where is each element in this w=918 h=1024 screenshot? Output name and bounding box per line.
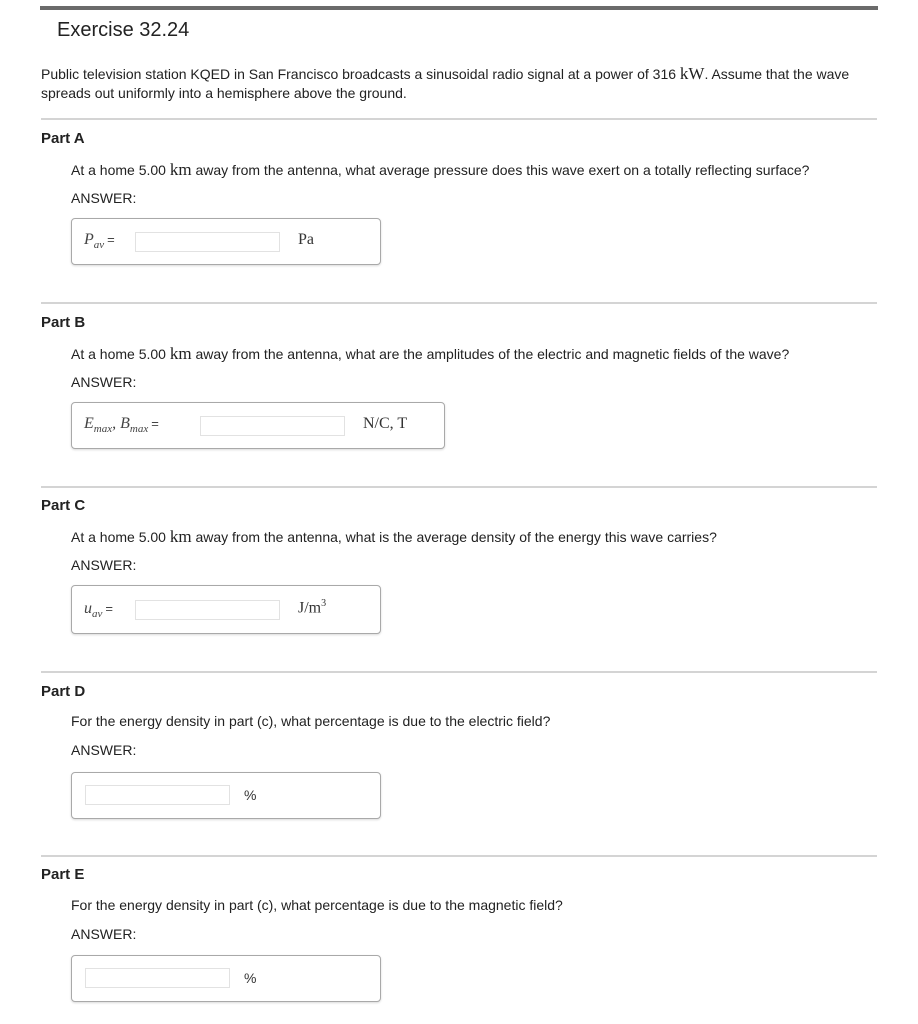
part-c-divider bbox=[41, 486, 877, 488]
part-b-question: At a home 5.00 km away from the antenna, what are the amplitudes of the electric and magnetic fields of the wave? bbox=[71, 344, 790, 363]
part-b-variable: $E_{max}$, $B_{max}$ = bbox=[84, 415, 159, 436]
part-e-answer-box bbox=[71, 955, 381, 1002]
part-c-title: Part C bbox=[41, 497, 86, 514]
part-c-answer-label: ANSWER: bbox=[71, 557, 137, 573]
part-d-answer-input[interactable] bbox=[85, 785, 230, 805]
part-d-unit: % bbox=[244, 787, 257, 803]
part-e-answer-input[interactable] bbox=[85, 968, 230, 988]
part-e-unit: % bbox=[244, 970, 257, 986]
part-e-divider bbox=[41, 855, 877, 857]
exercise-intro bbox=[41, 64, 871, 103]
part-c-answer-input[interactable] bbox=[135, 600, 280, 620]
part-a-title: Part A bbox=[41, 130, 85, 147]
part-b-answer-box bbox=[71, 402, 445, 449]
part-a-question: At a home 5.00 km away from the antenna, what average pressure does this wave exert on a totally reflecting surface? bbox=[71, 160, 810, 179]
part-b-answer-input[interactable] bbox=[200, 416, 345, 436]
part-d-answer-box bbox=[71, 772, 381, 819]
part-b-answer-label: ANSWER: bbox=[71, 374, 137, 390]
part-a-answer-input[interactable] bbox=[135, 232, 280, 252]
intro-text: Public television station KQED in San Francisco broadcasts a sinusoidal radio signal at a power of 316 bbox=[41, 66, 680, 82]
intro-unit: kW bbox=[679, 64, 705, 83]
part-a-divider bbox=[41, 118, 877, 120]
part-b-title: Part B bbox=[41, 314, 86, 331]
part-c-unit: $J/m^3$ bbox=[298, 598, 327, 617]
part-c-answer-box bbox=[71, 585, 381, 634]
exercise-title: Exercise 32.24 bbox=[57, 19, 190, 41]
part-a-answer-label: ANSWER: bbox=[71, 190, 137, 206]
part-a-variable: $P_{av}$ = bbox=[84, 231, 115, 252]
part-b-unit: N/C, T bbox=[363, 415, 408, 432]
part-b-divider bbox=[41, 302, 877, 304]
part-e-title: Part E bbox=[41, 866, 85, 883]
intro-text-end: . Assume that the wave spreads out uniformly into a hemisphere above the ground. bbox=[41, 66, 850, 101]
part-a-unit: Pa bbox=[298, 231, 314, 248]
part-a-answer-box bbox=[71, 218, 381, 265]
part-c-variable: $u_{av}$ = bbox=[84, 600, 113, 621]
part-d-divider bbox=[41, 671, 877, 673]
part-e-answer-label: ANSWER: bbox=[71, 926, 137, 942]
part-d-title: Part D bbox=[41, 683, 86, 700]
top-rule bbox=[40, 6, 878, 10]
part-e-question: For the energy density in part (c), what percentage is due to the magnetic field? bbox=[71, 897, 563, 913]
part-c-question: At a home 5.00 km away from the antenna, what is the average density of the energy this wave carries? bbox=[71, 527, 717, 546]
part-d-question: For the energy density in part (c), what percentage is due to the electric field? bbox=[71, 713, 551, 729]
part-d-answer-label: ANSWER: bbox=[71, 742, 137, 758]
